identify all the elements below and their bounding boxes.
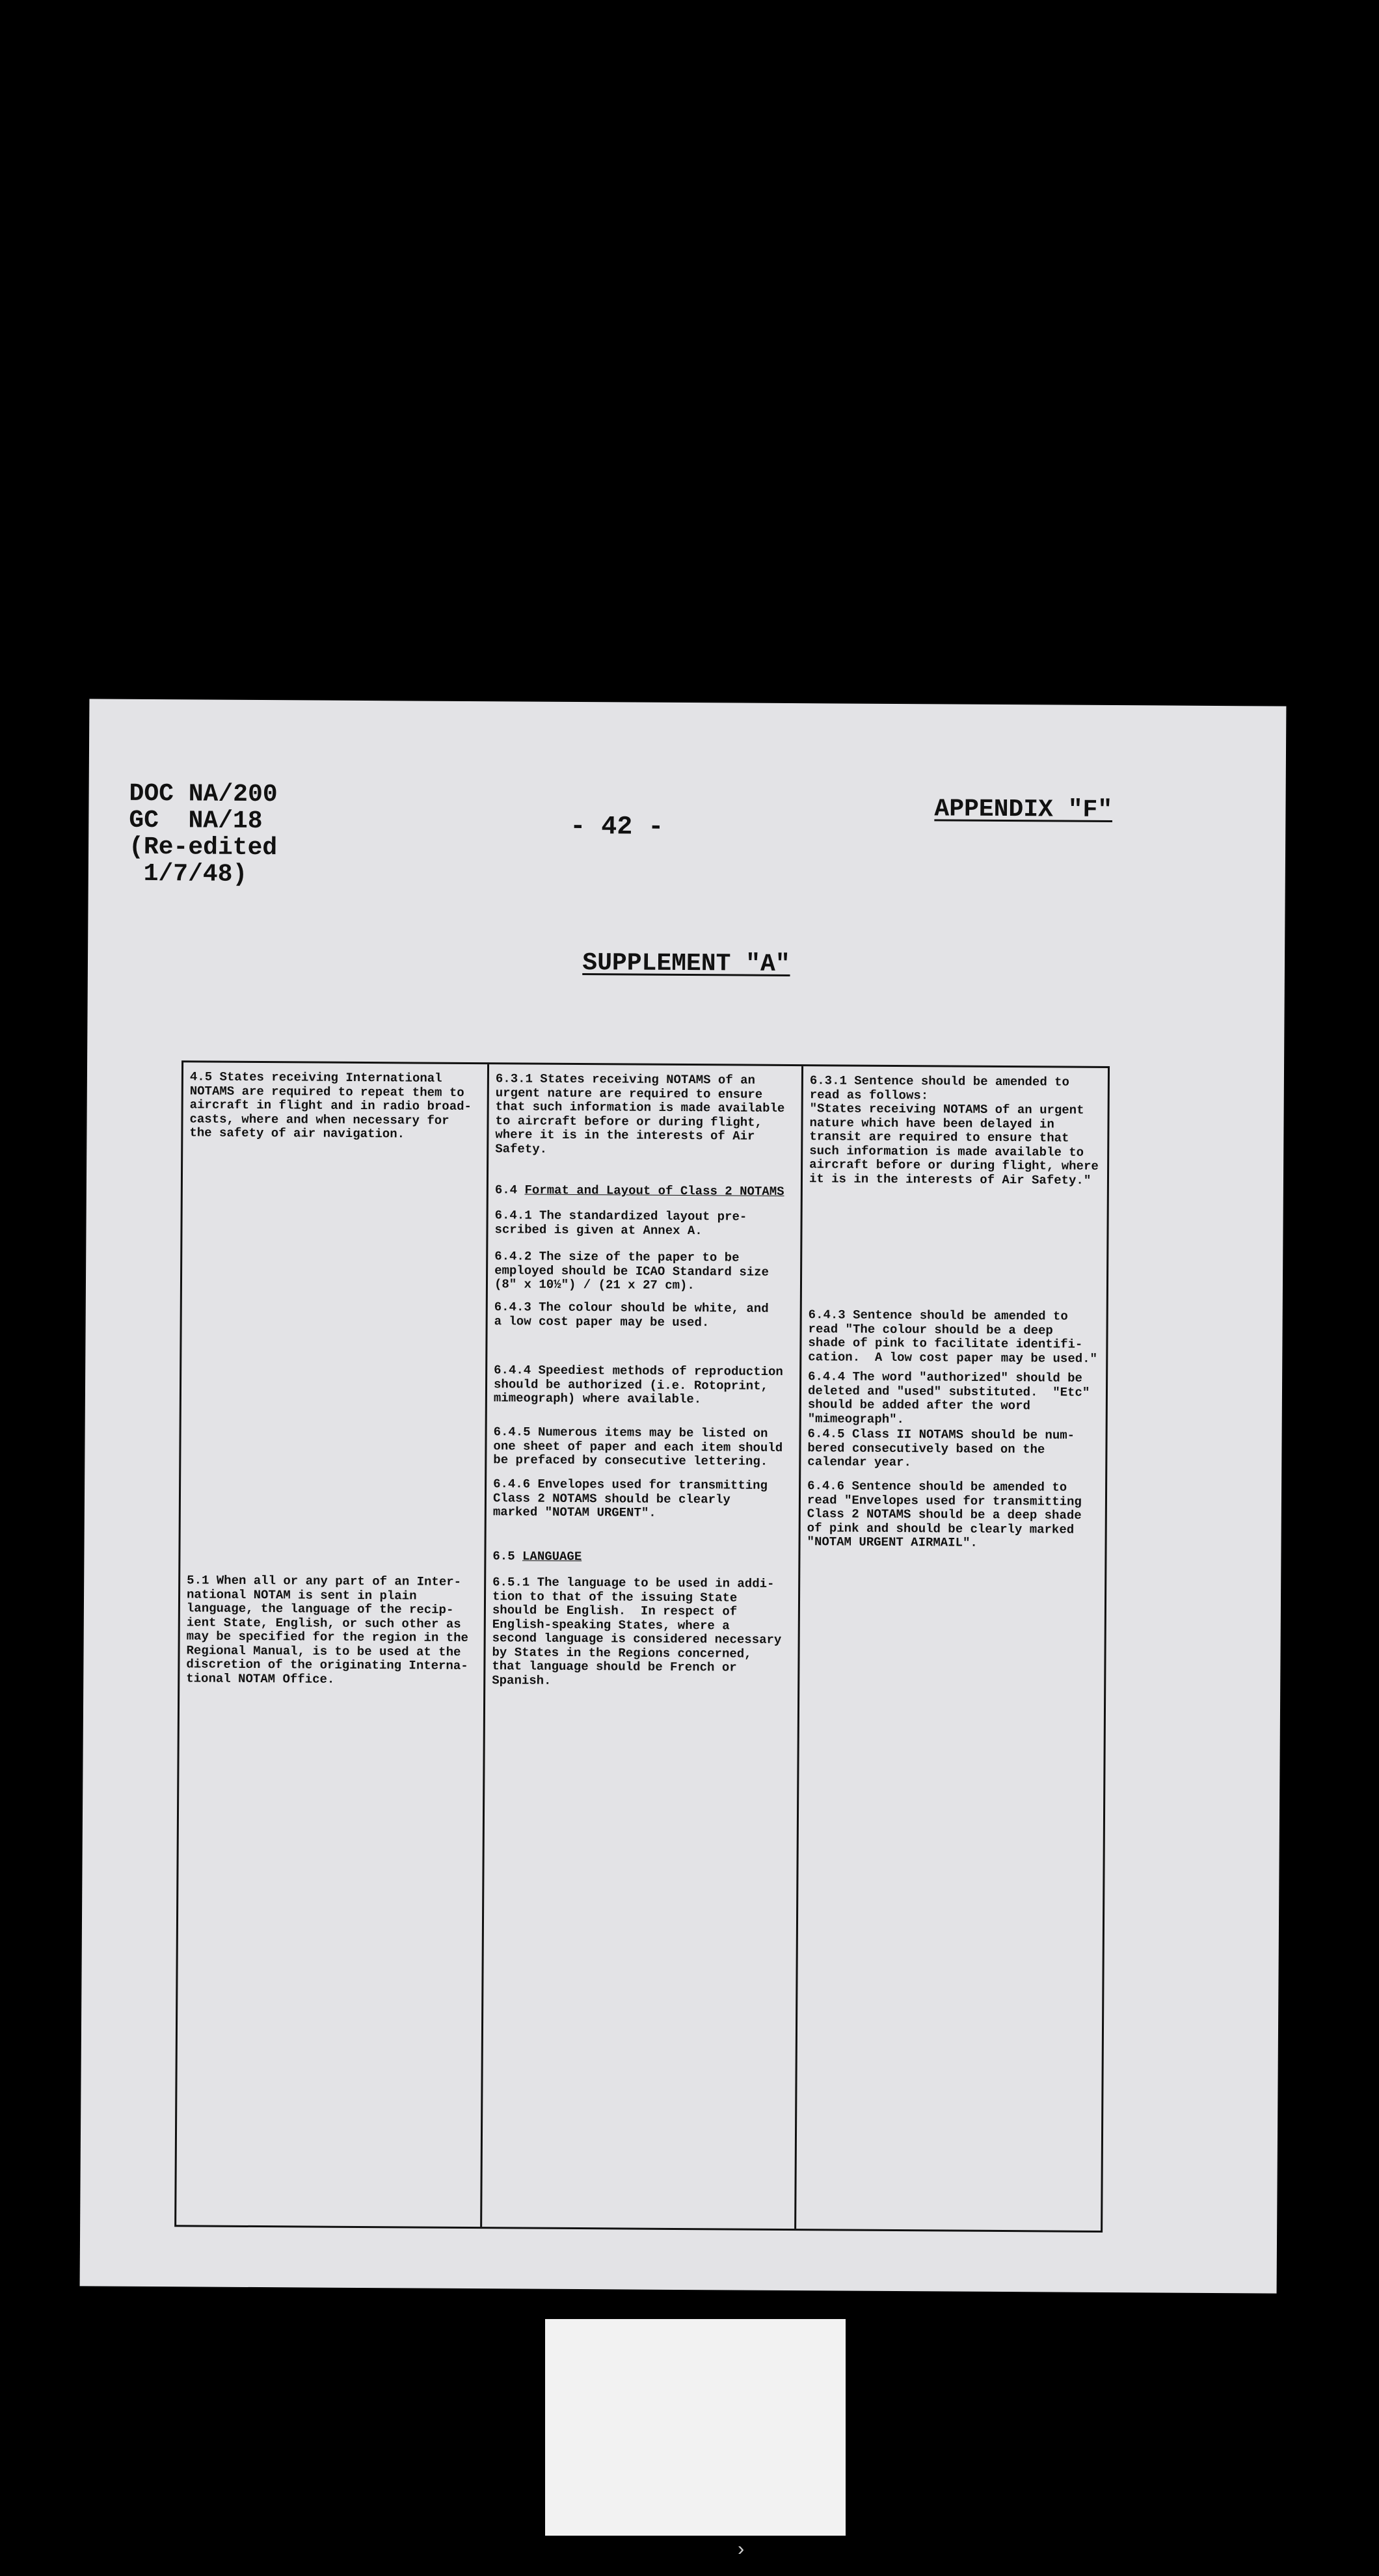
doc-ref-line: 1/7/48) bbox=[128, 859, 248, 889]
paragraph-6-3-1-amendment: 6.3.1 Sentence should be amended to read as follows: "States receiving NOTAMS of an urgent nature which have been delayed in transit are required to ensure that such information is made available to aircraft before or during flight, where it is in the interests of Air Safety." bbox=[809, 1073, 1099, 1188]
paragraph-6-4-4-amendment: 6.4.4 The word "authorized" should be deleted and "used" substituted. "Etc" should be added after the word "mimeograph". bbox=[807, 1369, 1090, 1427]
section-number: 6.4 bbox=[494, 1183, 525, 1198]
paragraph-4-5: 4.5 States receiving International NOTAMS are required to repeat them to aircraft in flight and in radio broad- casts, where and when necessary for the safety of air navigation. bbox=[189, 1069, 472, 1142]
section-heading-6-5 bbox=[492, 1549, 582, 1564]
appendix-label: APPENDIX "F" bbox=[934, 795, 1113, 825]
supplement-title: SUPPLEMENT "A" bbox=[582, 949, 790, 978]
paragraph-6-4-1: 6.4.1 The standardized layout pre- scribed is given at Annex A. bbox=[494, 1208, 747, 1238]
section-title: Format and Layout of Class 2 NOTAMS bbox=[524, 1183, 784, 1199]
paragraph-6-4-4: 6.4.4 Speediest methods of reproduction should be authorized (i.e. Rotoprint, mimeograph) where available. bbox=[493, 1363, 783, 1407]
paragraph-6-4-2: 6.4.2 The size of the paper to be employed should be ICAO Standard size (8" x 10½") / (21 x 27 cm). bbox=[494, 1249, 770, 1293]
blank-slip bbox=[545, 2319, 846, 2536]
paragraph-6-3-1: 6.3.1 States receiving NOTAMS of an urgent nature are required to ensure that such information is made available to aircraft before or during flight, where it is in the interests of Air Safety. bbox=[495, 1071, 785, 1157]
comparison-table bbox=[174, 1060, 1110, 2233]
paragraph-6-5-1: 6.5.1 The language to be used in addi- tion to that of the issuing State should be English. In respect of English-speaking States, where a second language is considered necessary by States in the Regions concerned, that language should be French or Spanish. bbox=[492, 1575, 782, 1688]
table-column-2 bbox=[482, 1064, 803, 2229]
paragraph-6-4-6-amendment: 6.4.6 Sentence should be amended to read "Envelopes used for transmitting Class 2 NOTAMS should be a deep shade of pink and should be clearly marked "NOTAM URGENT AIRMAIL". bbox=[807, 1479, 1082, 1550]
paragraph-5-1: 5.1 When all or any part of an Inter- national NOTAM is sent in plain language, the language of the recip- ient State, English, or such other as may be specified for the region in the Regional Manual, is to be used at the discretion of the originating Interna- tional NOTAM Office. bbox=[186, 1573, 469, 1687]
table-column-1 bbox=[176, 1062, 489, 2227]
document-reference bbox=[129, 781, 278, 888]
doc-ref-line: (Re-edited bbox=[128, 833, 278, 863]
paragraph-6-4-5: 6.4.5 Numerous items may be listed on one sheet of paper and each item should be prefaced by consecutive lettering. bbox=[493, 1425, 783, 1469]
paragraph-6-4-6: 6.4.6 Envelopes used for transmitting Class 2 NOTAMS should be clearly marked "NOTAM URGENT". bbox=[492, 1477, 768, 1520]
document-page bbox=[80, 699, 1287, 2293]
page-number: - 42 - bbox=[570, 812, 664, 842]
section-title: LANGUAGE bbox=[522, 1549, 582, 1564]
paragraph-6-4-3-amendment: 6.4.3 Sentence should be amended to read "The colour should be a deep shade of pink to facilitate identifi- cation. A low cost paper may be used." bbox=[808, 1308, 1098, 1366]
section-heading-6-4 bbox=[495, 1183, 784, 1199]
paragraph-6-4-5-amendment: 6.4.5 Class II NOTAMS should be num- bered consecutively based on the calendar year. bbox=[807, 1427, 1075, 1470]
table-column-3 bbox=[796, 1066, 1110, 2231]
doc-ref-line: GC NA/18 bbox=[129, 806, 263, 836]
section-number: 6.5 bbox=[492, 1549, 523, 1564]
corner-mark-icon: › bbox=[735, 2540, 747, 2562]
paragraph-6-4-3: 6.4.3 The colour should be white, and a low cost paper may be used. bbox=[494, 1300, 769, 1330]
doc-ref-line: DOC NA/200 bbox=[129, 779, 278, 809]
